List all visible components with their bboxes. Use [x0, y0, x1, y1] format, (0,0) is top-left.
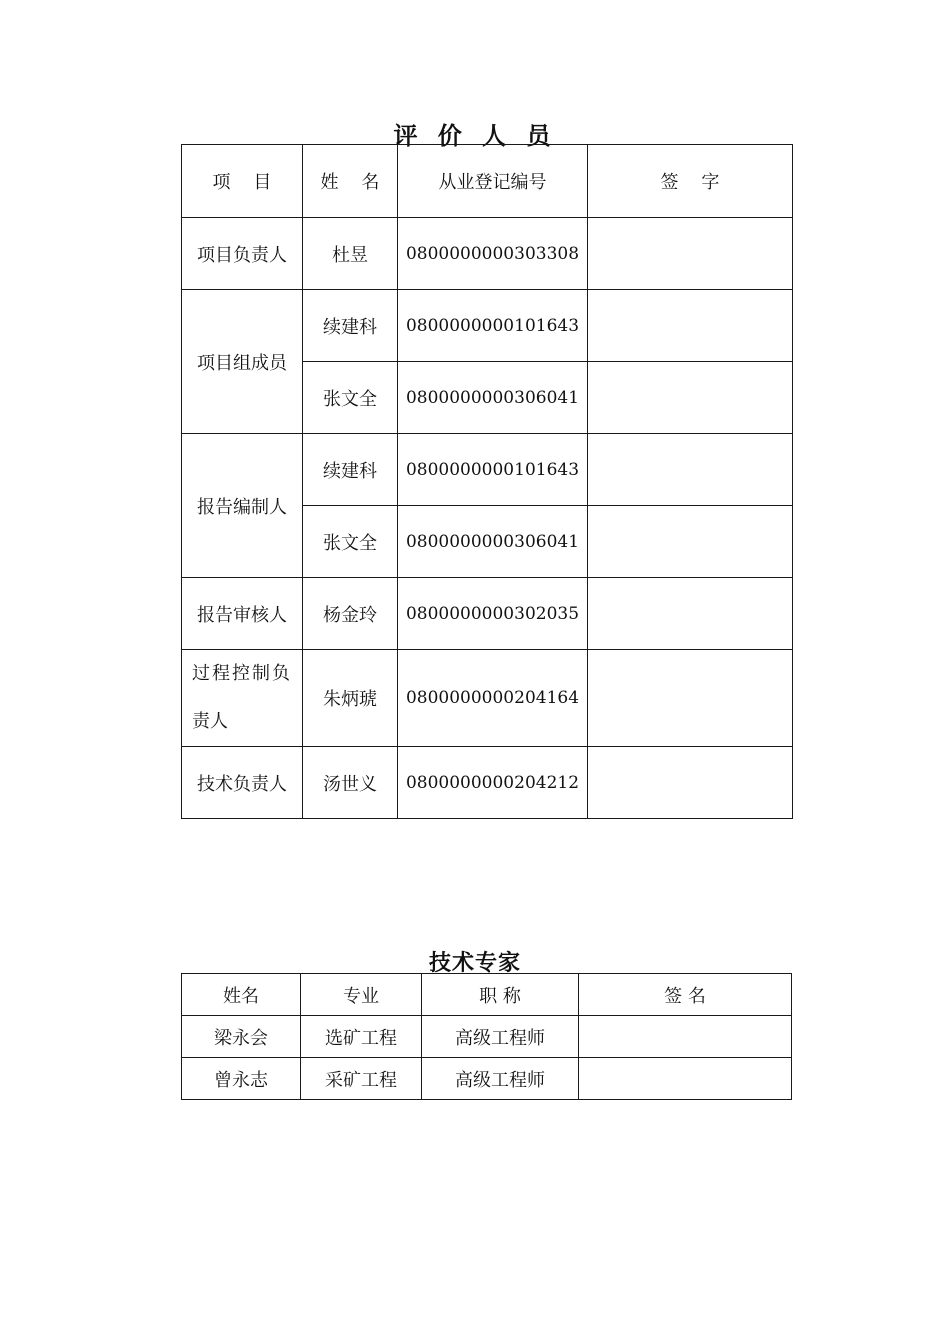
name-cell: 曾永志	[182, 1058, 301, 1100]
table-row	[182, 747, 793, 819]
header-major: 专业	[301, 974, 422, 1016]
cert-cell: 0800000000101643	[398, 290, 588, 362]
role-cell: 报告编制人	[182, 434, 303, 578]
signature-cell[interactable]	[588, 290, 793, 362]
table-row	[182, 650, 793, 747]
header-role: 项 目	[182, 145, 303, 218]
table-row	[182, 434, 793, 506]
cert-cell: 0800000000302035	[398, 578, 588, 650]
table-row	[182, 1016, 792, 1058]
role-cell: 项目组成员	[182, 290, 303, 434]
signature-cell[interactable]	[588, 747, 793, 819]
header-sign: 签 字	[588, 145, 793, 218]
table-row	[182, 578, 793, 650]
header-name: 姓 名	[303, 145, 398, 218]
name-cell: 续建科	[303, 290, 398, 362]
name-cell: 汤世义	[303, 747, 398, 819]
name-cell: 朱炳琥	[303, 650, 398, 747]
cert-cell: 0800000000306041	[398, 362, 588, 434]
evaluators-title: 评 价 人 员	[393, 122, 557, 150]
table-row	[182, 218, 793, 290]
experts-title: 技术专家	[428, 951, 521, 976]
role-cell	[182, 650, 303, 747]
name-cell: 杨金玲	[303, 578, 398, 650]
name-cell: 张文全	[303, 362, 398, 434]
signature-cell[interactable]	[579, 1016, 792, 1058]
signature-cell[interactable]	[579, 1058, 792, 1100]
header-sign: 签 名	[579, 974, 792, 1016]
table-row	[182, 1058, 792, 1100]
role-cell: 报告审核人	[182, 578, 303, 650]
rank-cell: 高级工程师	[422, 1058, 579, 1100]
signature-cell[interactable]	[588, 218, 793, 290]
cert-cell: 0800000000101643	[398, 434, 588, 506]
cert-cell: 0800000000306041	[398, 506, 588, 578]
signature-cell[interactable]	[588, 578, 793, 650]
signature-cell[interactable]	[588, 650, 793, 747]
major-cell: 选矿工程	[301, 1016, 422, 1058]
experts-table	[181, 973, 792, 1100]
header-row	[182, 145, 793, 218]
name-cell: 张文全	[303, 506, 398, 578]
name-cell: 杜昱	[303, 218, 398, 290]
signature-cell[interactable]	[588, 362, 793, 434]
name-cell: 梁永会	[182, 1016, 301, 1058]
header-cert: 从业登记编号	[398, 145, 588, 218]
name-cell: 续建科	[303, 434, 398, 506]
signature-cell[interactable]	[588, 506, 793, 578]
role-line-2: 责人	[192, 711, 228, 732]
header-name: 姓名	[182, 974, 301, 1016]
evaluators-table	[181, 144, 793, 819]
cert-cell: 0800000000204164	[398, 650, 588, 747]
cert-cell: 0800000000204212	[398, 747, 588, 819]
header-rank: 职 称	[422, 974, 579, 1016]
role-line-1: 过程控制负	[192, 663, 292, 684]
cert-cell: 0800000000303308	[398, 218, 588, 290]
role-cell: 技术负责人	[182, 747, 303, 819]
rank-cell: 高级工程师	[422, 1016, 579, 1058]
table-row	[182, 290, 793, 362]
role-cell: 项目负责人	[182, 218, 303, 290]
major-cell: 采矿工程	[301, 1058, 422, 1100]
header-row	[182, 974, 792, 1016]
signature-cell[interactable]	[588, 434, 793, 506]
